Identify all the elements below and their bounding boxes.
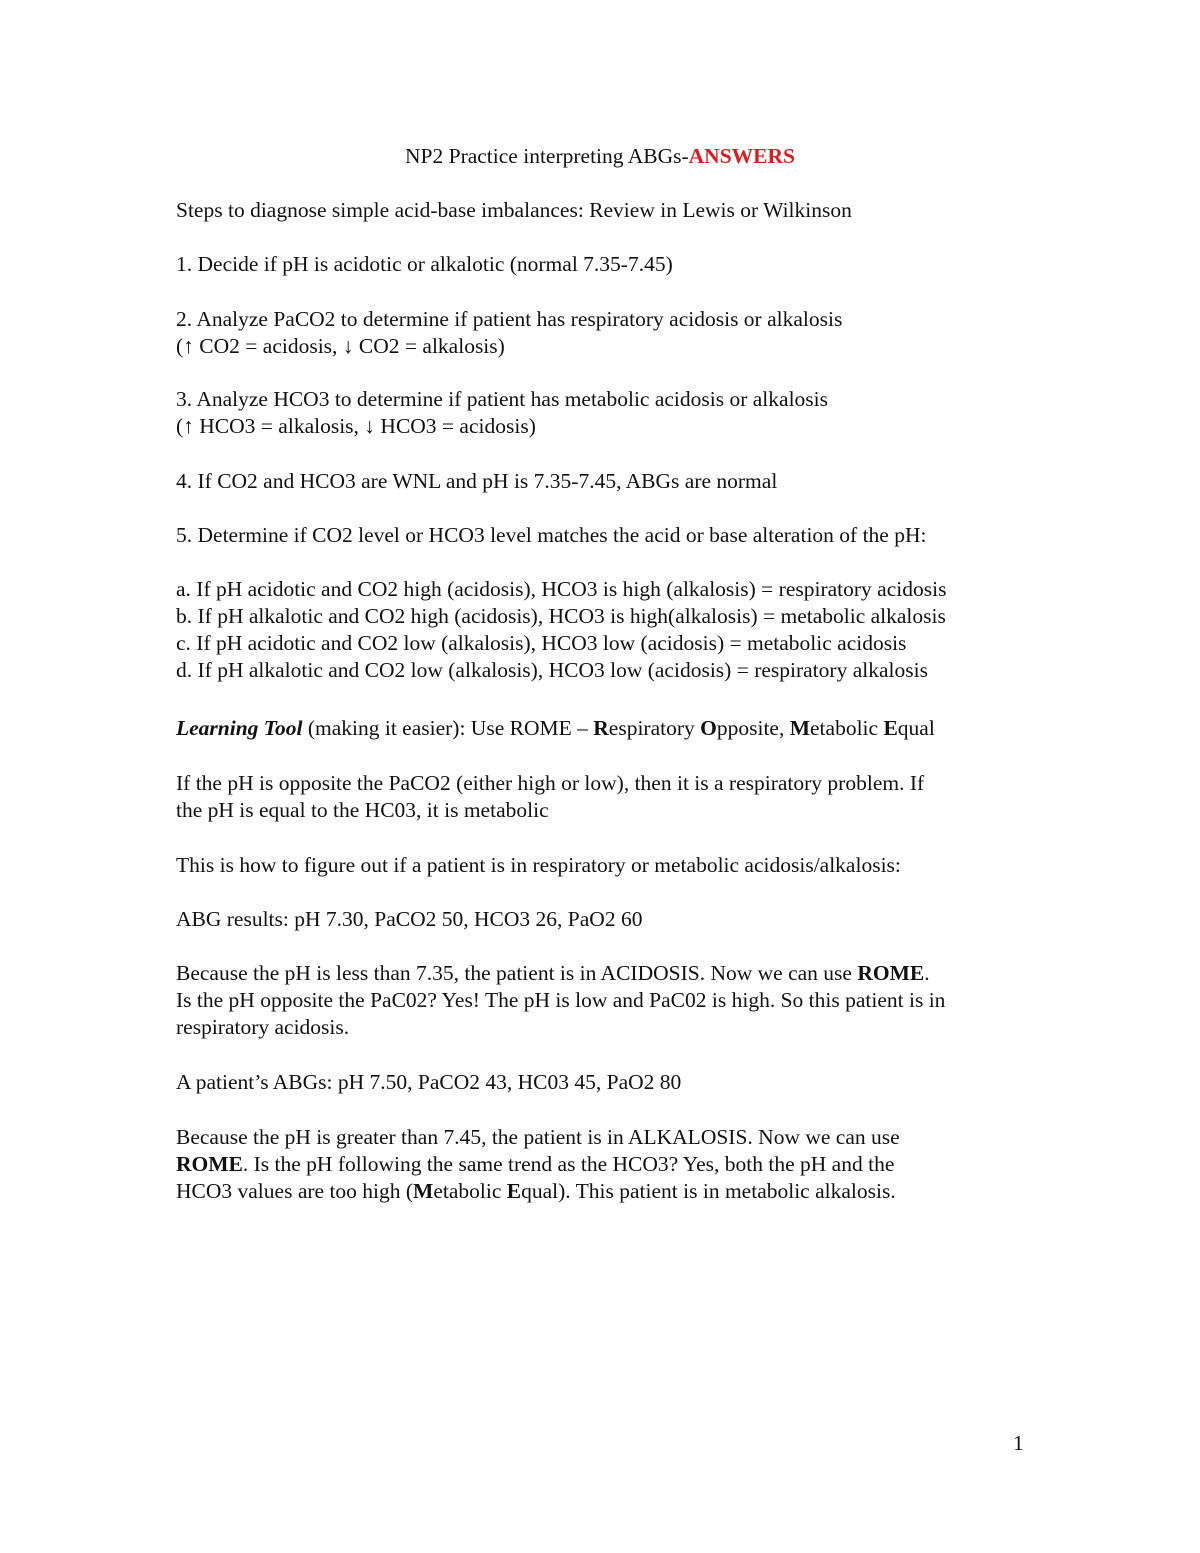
example-2-results: A patient’s ABGs: pH 7.50, PaCO2 43, HC03 45, PaO2 80: [176, 1070, 682, 1094]
rome-word-opposite: pposite,: [716, 716, 790, 740]
example-2-text: . Is the pH following the same trend as the HCO3? Yes, both the pH and the: [242, 1152, 895, 1176]
example-2-text-a: HCO3 values are too high (: [176, 1179, 414, 1203]
step-4: 4. If CO2 and HCO3 are WNL and pH is 7.35-7.45, ABGs are normal: [176, 469, 778, 493]
example-1-period: .: [924, 961, 930, 985]
rome-word-equal: qual: [897, 716, 935, 740]
rule-d: d. If pH alkalotic and CO2 low (alkalosis), HCO3 low (acidosis) = respiratory alkalosis: [176, 658, 928, 682]
example-1-line-2: Is the pH opposite the PaC02? Yes! The pH is low and PaC02 is high. So this patient is in: [176, 988, 946, 1012]
step-2: 2. Analyze PaCO2 to determine if patient has respiratory acidosis or alkalosis: [176, 307, 843, 331]
example-2-text-c: qual). This patient is in metabolic alkalosis.: [521, 1179, 896, 1203]
rome-word-metabolic: etabolic: [810, 716, 884, 740]
example-2-letter-e: E: [506, 1179, 522, 1203]
learning-tool-text: (making it easier): Use ROME –: [302, 716, 594, 740]
page-title: [0, 143, 1200, 170]
title-main: NP2 Practice interpreting ABGs-: [405, 144, 689, 168]
step-2-detail: (↑ CO2 = acidosis, ↓ CO2 = alkalosis): [176, 334, 505, 358]
rule-c: c. If pH acidotic and CO2 low (alkalosis), HCO3 low (acidosis) = metabolic acidosis: [176, 631, 907, 655]
example-2-text-b: etabolic: [433, 1179, 507, 1203]
explain-line-2: the pH is equal to the HC03, it is metabolic: [176, 798, 549, 822]
example-2-line-2: [176, 1151, 894, 1178]
example-1-text: Because the pH is less than 7.35, the patient is in ACIDOSIS. Now we can use: [176, 961, 858, 985]
example-2-letter-m: M: [413, 1179, 434, 1203]
learning-tool-label: Learning Tool: [176, 716, 303, 740]
example-1-rome: ROME: [857, 961, 925, 985]
rome-letter-m: M: [789, 716, 811, 740]
step-3: 3. Analyze HCO3 to determine if patient has metabolic acidosis or alkalosis: [176, 387, 829, 411]
example-1-line-3: respiratory acidosis.: [176, 1015, 350, 1039]
example-1-results: ABG results: pH 7.30, PaCO2 50, HCO3 26, PaO2 60: [176, 907, 643, 931]
explain-line-1: If the pH is opposite the PaCO2 (either high or low), then it is a respiratory problem. If: [176, 771, 925, 795]
rome-letter-o: O: [700, 716, 717, 740]
intro-line: Steps to diagnose simple acid-base imbalances: Review in Lewis or Wilkinson: [176, 198, 852, 222]
rule-a: a. If pH acidotic and CO2 high (acidosis), HCO3 is high (alkalosis) = respiratory acidosis: [176, 577, 947, 601]
step-3-detail: (↑ HCO3 = alkalosis, ↓ HCO3 = acidosis): [176, 414, 536, 438]
step-1: 1. Decide if pH is acidotic or alkalotic (normal 7.35-7.45): [176, 252, 673, 276]
example-2-line-1: Because the pH is greater than 7.45, the patient is in ALKALOSIS. Now we can use: [176, 1125, 900, 1149]
rule-b: b. If pH alkalotic and CO2 high (acidosis), HCO3 is high(alkalosis) = metabolic alkalosis: [176, 604, 946, 628]
rome-letter-r: R: [593, 716, 609, 740]
howto-line: This is how to figure out if a patient is in respiratory or metabolic acidosis/alkalosis:: [176, 853, 901, 877]
example-2-rome: ROME: [176, 1152, 243, 1176]
learning-tool-line: [176, 715, 935, 742]
rome-word-respiratory: espiratory: [608, 716, 701, 740]
step-5: 5. Determine if CO2 level or HCO3 level matches the acid or base alteration of the pH:: [176, 523, 927, 547]
page-number: 1: [1013, 1431, 1024, 1455]
title-answers: ANSWERS: [688, 144, 795, 168]
example-2-line-3: [176, 1178, 896, 1205]
rome-letter-e: E: [883, 716, 898, 740]
example-1-line-1: [176, 960, 930, 987]
